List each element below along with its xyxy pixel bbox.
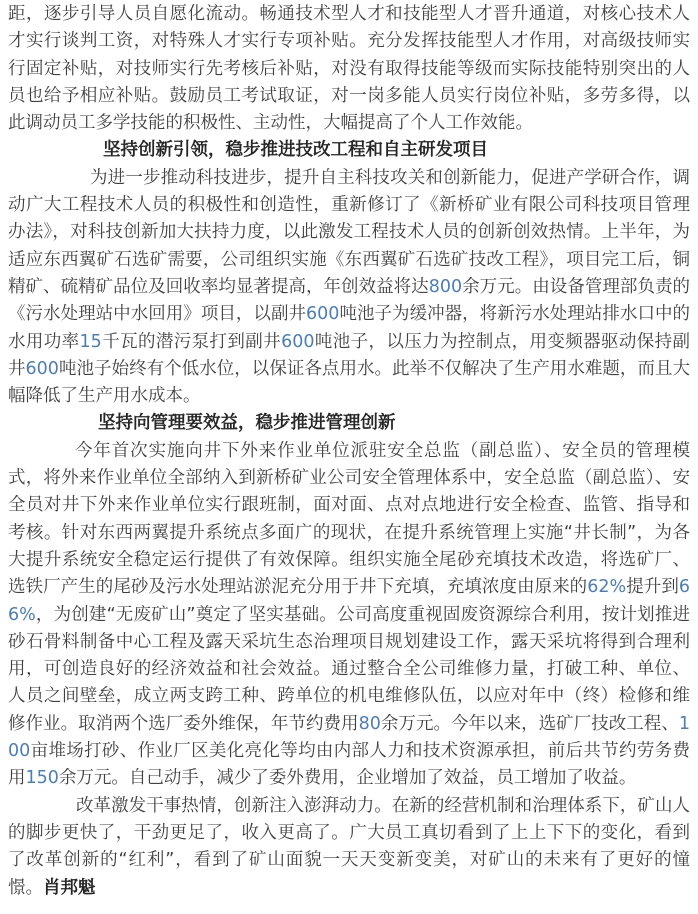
- text-segment: 距，逐步引导人员自愿化流动。畅通技术型人才和技能型人才晋升通道，对核心技术人才实行谈判工资，对特殊人才实行专项补贴。充分发挥技能型人才作用，对高级技师实行固定补贴，对技师实行先考核后补贴，对没有取得技能等级而实际技能特别突出的人员也给予相应补贴。鼓励员工考试取证，对一岗多能人员实行岗位补贴，多劳多得，以此调动员工多学技能的积极性、主动性，大幅提高了个人工作效能。: [8, 4, 690, 134]
- text-segment: 为进一步推动科技进步，提升自主科技攻关和创新能力，促进产学研合作，调动广大工程技术人员的积极性和创造性，重新修订了《新桥矿业有限公司科技项目管理办法》，对科技创新加大扶持力度，以此激发工程技术人员的创新创效热情。上半年，为适应东西翼矿石选矿需要，公司组织实施《东西翼矿石选矿技改工程》，项目完工后，铜精矿、硫精矿品位及回收率均显著提高，年创效益将达: [8, 167, 690, 297]
- heading-management: 坚持向管理要效益，稳步推进管理创新: [98, 413, 396, 434]
- text-segment: 余万元。今年以来，选矿厂技改工程、: [380, 713, 679, 734]
- number-highlight: 150: [25, 768, 59, 789]
- text-segment: 吨池子，以压力为控制点，用变频器驱动保持副井: [8, 331, 691, 379]
- text-segment: 提升到: [626, 577, 679, 598]
- text-segment: 千瓦的潜污泵打到副井: [101, 331, 282, 352]
- article-body: [8, 1, 690, 902]
- text-segment: 余万元。自己动手，减少了委外费用，企业增加了效益，员工增加了收益。: [58, 768, 637, 789]
- text-segment: 亩堆场打砂、作业厂区美化亮化等均由内部人力和技术资源承担，前后共节约劳务费用: [8, 741, 690, 789]
- para-management-innovation: [8, 438, 690, 793]
- text-segment: 今年首次实施向井下外来作业单位派驻安全总监（副总监）、安全员的管理模式，将外来作业单位全部纳入到新桥矿业公司安全管理体系中，安全总监（副总监）、安全员对井下外来作业单位实行跟班制，面对面、点对点地进行安全检查、监管、指导和考核。针对东西两翼提升系统点多面广的现状，在提升系统管理上实施“井长制”，为各大提升系统安全稳定运行提供了有效保障。组织实施全尾砂充填技术改造，将选矿厂、选铁厂产生的尾砂及污水处理站淤泥充分用于井下充填，充填浓度由原来的: [8, 440, 690, 598]
- text-segment: 吨池子始终有个低水位，以保证各点用水。此举不仅解决了生产用水难题，而且大幅降低了生产用水成本。: [8, 358, 690, 407]
- text-segment: 余万元。由设备管理部负责的《污水处理站中水回用》项目，以副井: [8, 276, 691, 325]
- heading-innovation: 坚持创新引领，稳步推进技改工程和自主研发项目: [103, 140, 488, 161]
- number-highlight: 600: [306, 304, 340, 325]
- number-highlight: 80: [358, 713, 381, 734]
- number-highlight: 800: [428, 276, 463, 297]
- para-tech-projects: [8, 165, 690, 411]
- text-segment: ，为创建“无废矿山”奠定了坚实基础。公司高度重视固废资源综合利用，按计划推进砂石骨料制备中心工程及露天采坑生态治理项目规划建设工作，露天采坑将得到合理利用，可创造良好的经济效益和社会效益。通过整合全公司维修力量，打破工种、单位、人员之间壁垒，成立两支跨工种、跨单位的机电维修队伍，以应对年中（终）检修和维修作业。取消两个选厂委外维保，年节约费用: [8, 604, 690, 734]
- para-conclusion: [8, 793, 690, 902]
- text-segment: 改革激发干事热情，创新注入澎湃动力。在新的经营机制和治理体系下，矿山人的脚步更快了，干劲更足了，收入更高了。广大员工真切看到了上上下下的变化，看到了改革创新的“红利”，看到了矿山面貌一天天变新变美，对矿山的未来有了更好的憧憬。: [8, 795, 690, 898]
- number-highlight: 15: [79, 331, 102, 352]
- number-highlight: 66%: [8, 577, 691, 625]
- number-highlight: 100: [8, 713, 691, 762]
- para-talent-incentives: [8, 1, 690, 137]
- byline-author: 肖邦魁: [43, 877, 96, 898]
- number-highlight: 62%: [587, 577, 627, 598]
- number-highlight: 600: [281, 331, 315, 352]
- number-highlight: 600: [25, 358, 59, 379]
- text-segment: 吨池子为缓冲器，将新污水处理站排水口中的水用功率: [8, 304, 691, 352]
